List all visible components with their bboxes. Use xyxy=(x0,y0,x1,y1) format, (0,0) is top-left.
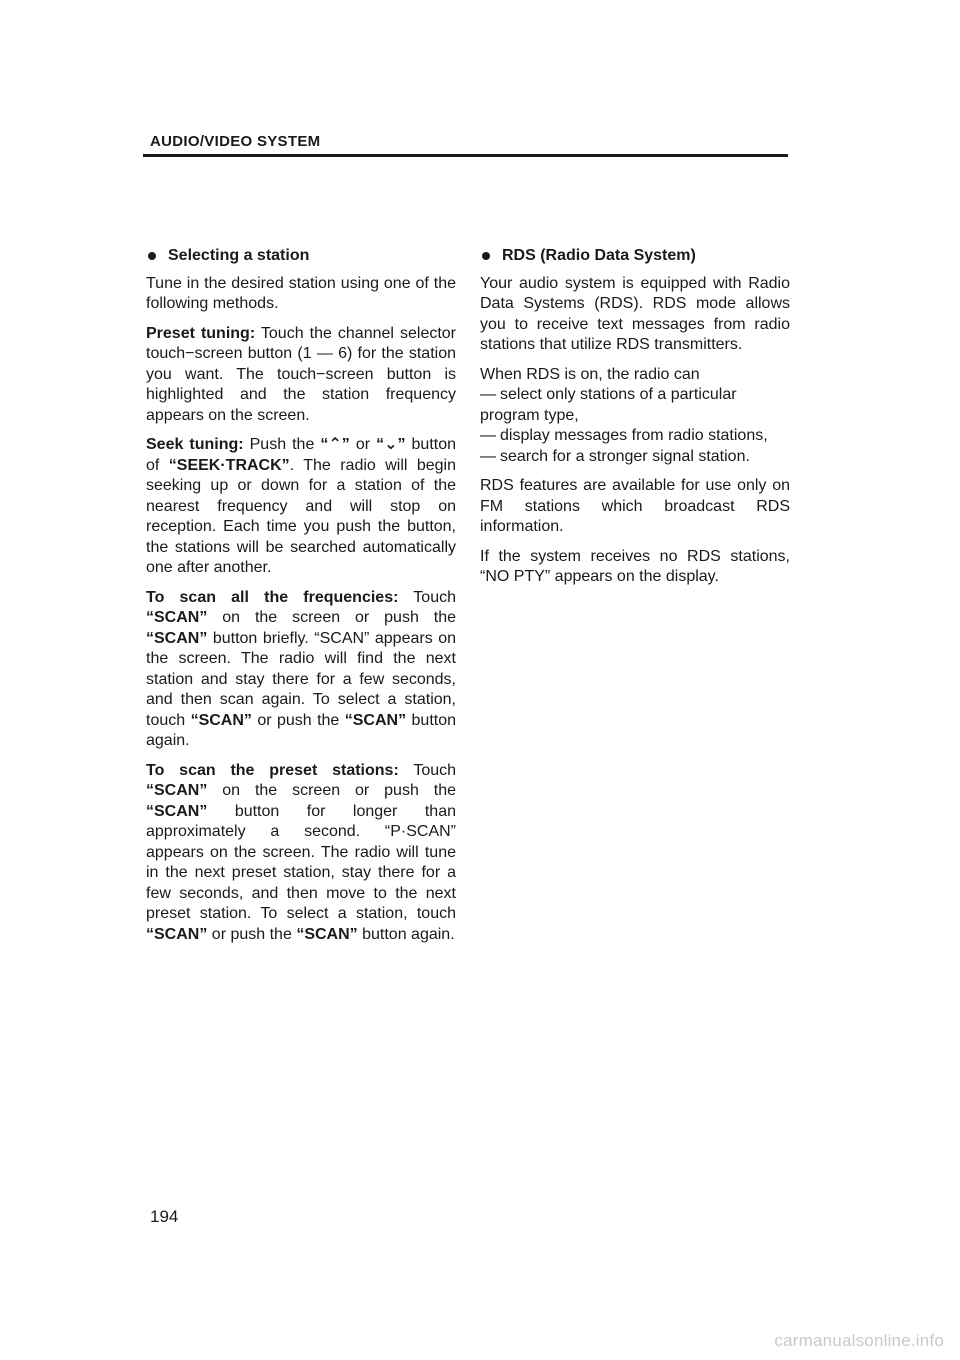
seek-text: Push the xyxy=(249,436,315,453)
scan-all-text: button briefly. “SCAN” appears on the screen. The radio will find the next station and stay there for a few seconds, and then scan again. To select a station, touch xyxy=(146,629,456,729)
scan-preset-text: or push the xyxy=(211,925,292,943)
bullet-icon xyxy=(148,252,156,260)
scan-all-paragraph xyxy=(146,588,456,752)
preset-tuning-paragraph xyxy=(146,324,456,427)
list-item xyxy=(480,385,790,426)
scan-all-label: To scan all the frequencies: xyxy=(146,588,399,606)
scan-ref: “SCAN” xyxy=(146,782,208,799)
intro-paragraph: Tune in the desired station using one of the following methods. xyxy=(146,274,456,312)
list-item-text: search for a stronger signal station. xyxy=(500,447,750,465)
scan-ref: “SCAN” xyxy=(344,711,407,729)
rds-capabilities xyxy=(480,365,790,468)
preset-label: Preset tuning: xyxy=(146,324,256,342)
scan-all-text: on the screen or push the xyxy=(222,609,456,626)
scan-all-text: or push the xyxy=(257,711,340,729)
seek-tuning-paragraph xyxy=(146,435,456,579)
rds-availability-paragraph: RDS features are available for use only on FM stations which broadcast RDS information. xyxy=(480,477,790,535)
dash-icon: — xyxy=(480,386,496,403)
scan-preset-text: Touch xyxy=(413,761,457,779)
section-header: AUDIO/VIDEO SYSTEM xyxy=(150,133,321,150)
rds-capabilities-intro: When RDS is on, the radio can xyxy=(480,365,700,383)
bullet-icon xyxy=(482,252,490,260)
dash-icon: — xyxy=(480,427,496,444)
scan-ref: “SCAN” xyxy=(146,629,208,647)
heading-text: Selecting a station xyxy=(168,247,310,264)
scan-all-text: button again. xyxy=(146,711,456,749)
seek-text: . The radio will begin seeking up or down for a station of the nearest frequency and will stop on reception. Each time you push the button, the stations will be searched automatically one after another. xyxy=(146,456,456,576)
left-column xyxy=(146,246,456,954)
scan-preset-text: on the screen or push the xyxy=(222,782,456,799)
scan-ref: “SCAN” xyxy=(190,711,252,729)
seek-label: Seek tuning: xyxy=(146,436,244,453)
preset-text: Touch the channel selector touch−screen button (1 — 6) for the station you want. The touch−screen button is highlighted and the station frequency appears on the screen. xyxy=(146,324,457,424)
header-rule xyxy=(143,154,788,157)
rds-heading xyxy=(480,246,790,267)
seek-text: button of xyxy=(146,436,457,474)
scan-ref: “SCAN” xyxy=(146,609,208,626)
rds-intro-paragraph: Your audio system is equipped with Radio Data Systems (RDS). RDS mode allows you to receive text messages from radio stations that utilize RDS transmitters. xyxy=(480,274,790,353)
scan-preset-text: button for longer than approximately a second. “P·SCAN” appears on the screen. The radio will tune in the next preset station, stay there for a few seconds, and then move to the next preset station. To select a station, touch xyxy=(146,802,456,922)
up-arrow-icon: “⌃” xyxy=(320,436,350,453)
seek-text: or xyxy=(355,436,371,453)
scan-ref: “SCAN” xyxy=(296,925,358,943)
scan-preset-label: To scan the preset stations: xyxy=(146,761,399,779)
dash-icon: — xyxy=(480,447,496,465)
page-number: 194 xyxy=(150,1207,179,1226)
list-item xyxy=(480,447,790,468)
right-column xyxy=(480,246,790,597)
seek-track-ref: “SEEK·TRACK” xyxy=(168,456,290,474)
down-arrow-icon: “⌄” xyxy=(376,436,406,453)
scan-ref: “SCAN” xyxy=(146,925,208,943)
list-item-text: display messages from radio stations, xyxy=(500,427,768,444)
rds-no-pty-paragraph: If the system receives no RDS stations, “NO PTY” appears on the display. xyxy=(480,547,790,585)
watermark: carmanualsonline.info xyxy=(774,1331,944,1350)
list-item-text: select only stations of a particular program type, xyxy=(480,386,737,424)
scan-preset-paragraph xyxy=(146,761,456,946)
scan-all-text: Touch xyxy=(413,588,456,606)
scan-preset-text: button again. xyxy=(362,925,455,943)
heading-text: RDS (Radio Data System) xyxy=(502,247,696,264)
selecting-station-heading xyxy=(146,246,456,267)
scan-ref: “SCAN” xyxy=(146,802,208,820)
list-item xyxy=(480,426,790,447)
